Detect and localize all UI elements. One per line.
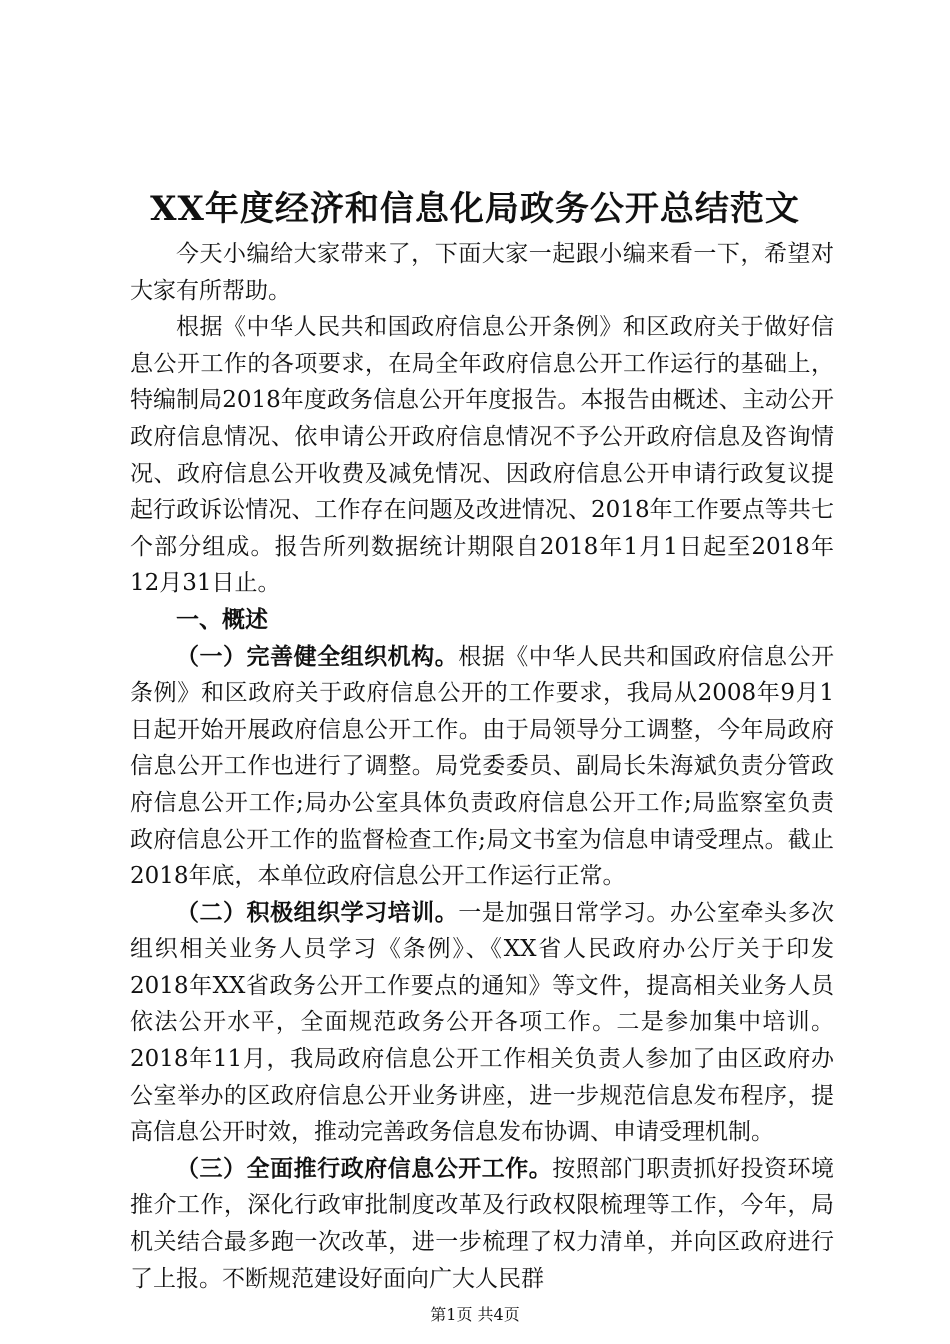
paragraph-text: 根据《中华人民共和国政府信息公开条例》和区政府关于做好信息公开工作的各项要求，在局全年政府信息公开工作运行的基础上，特编制局2018年度政务信息公开年度报告。本报告由概述、主动公开政府信息情况、依申请公开政府信息情况不予公开政府信息及咨询情况、政府信息公开收费及减免情况、因政府信息公开申请行政复议提起行政诉讼情况、工作存在问题及改进情况、2018年工作要点等共七个部分组成。报告所列数据统计期限自2018年1月1日起至2018年12月31日止。: [130, 314, 834, 597]
intro-paragraph: [130, 236, 834, 309]
section-heading-overview: [130, 602, 834, 639]
paragraph-text: 根据《中华人民共和国政府信息公开条例》和区政府关于政府信息公开的工作要求，我局从2008年9月1日起开始开展政府信息公开工作。由于局领导分工调整，今年局政府信息公开工作也进行了调整。局党委委员、副局长朱海斌负责分管政府信息公开工作;局办公室具体负责政府信息公开工作;局监察室负责政府信息公开工作的监督检查工作;局文书室为信息申请受理点。截止2018年底，本单位政府信息公开工作运行正常。: [130, 643, 835, 890]
document-title: XX年度经济和信息化局政务公开总结范文: [150, 189, 800, 229]
page-footer: [0, 1304, 950, 1326]
subsection-organization: [130, 639, 834, 895]
paragraph-lead: （二）积极组织学习培训。: [176, 898, 459, 926]
subsection-disclosure-work: [130, 1151, 834, 1297]
page-total: 共4页: [477, 1305, 520, 1324]
subsection-training: [130, 895, 834, 1151]
document-body: [130, 236, 834, 1297]
paragraph-text: 按照部门职责抓好投资环境推介工作，深化行政审批制度改革及行政权限梳理等工作，今年，局机关结合最多跑一次改革，进一步梳理了权力清单，并向区政府进行了上报。不断规范建设好面向广大人民群: [130, 1155, 835, 1292]
paragraph-text: 今天小编给大家带来了，下面大家一起跟小编来看一下，希望对大家有所帮助。: [130, 241, 834, 304]
report-basis-paragraph: [130, 309, 834, 602]
paragraph-text: 一、概述: [176, 605, 268, 633]
paragraph-text: 一是加强日常学习。办公室牵头多次组织相关业务人员学习《条例》、《XX省人民政府办公厅关于印发2018年XX省政务公开工作要点的通知》等文件，提高相关业务人员依法公开水平，全面规范政务公开各项工作。二是参加集中培训。2018年11月，我局政府信息公开工作相关负责人参加了由区政府办公室举办的区政府信息公开业务讲座，进一步规范信息发布程序，提高信息公开时效，推动完善政务信息发布协调、申请受理机制。: [130, 899, 835, 1146]
paragraph-lead: （一）完善健全组织机构。: [176, 642, 459, 670]
page-number: 第1页: [430, 1305, 473, 1324]
paragraph-lead: （三）全面推行政府信息公开工作。: [176, 1154, 553, 1182]
